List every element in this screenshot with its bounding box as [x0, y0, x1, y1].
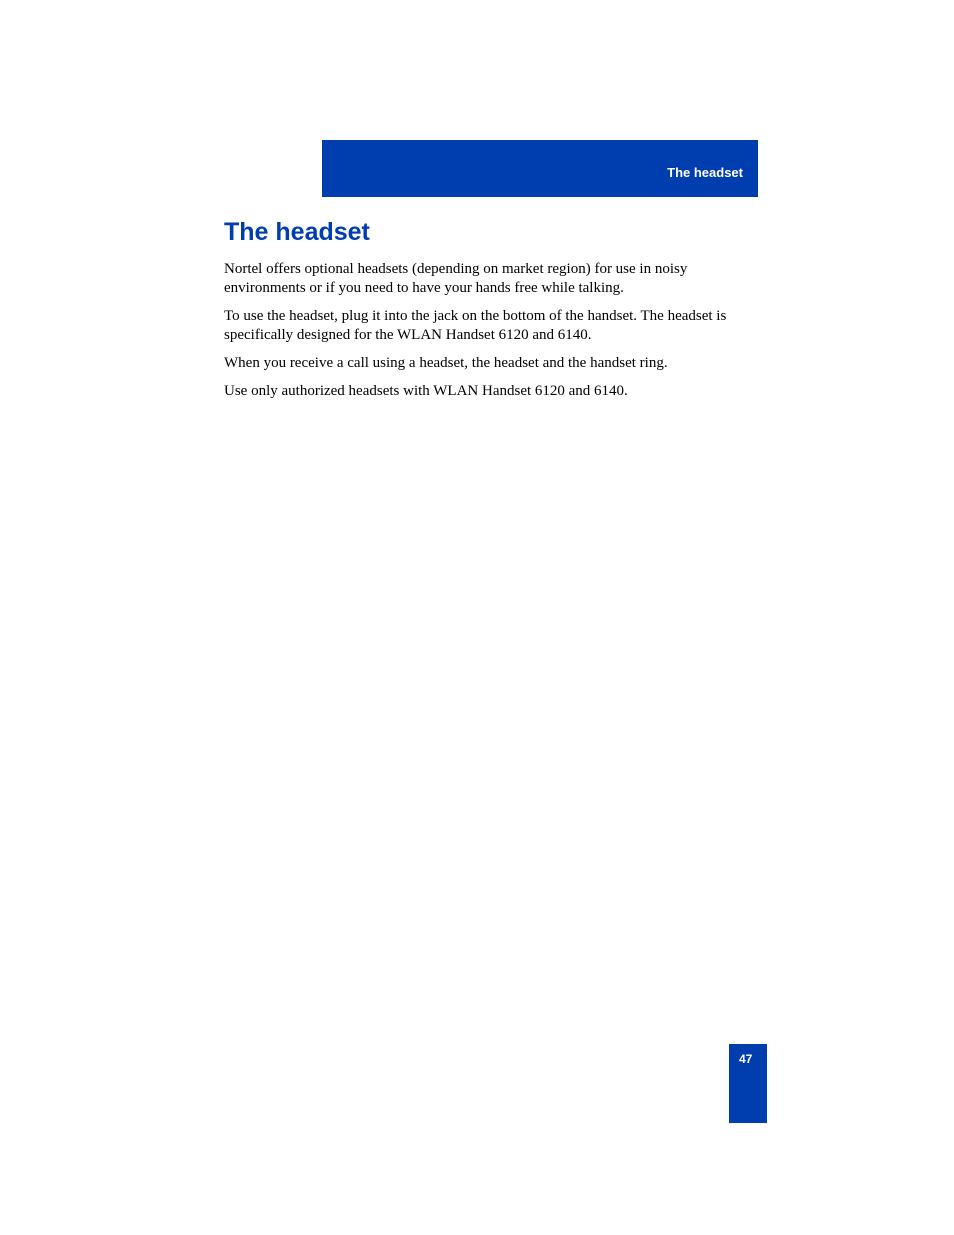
running-header-band: [322, 140, 758, 197]
paragraph-ring: When you receive a call using a headset, the headset and the handset ring.: [224, 355, 668, 371]
page-number: 47: [739, 1052, 753, 1066]
paragraph-intro: Nortel offers optional headsets (depending on market region) for use in noisy environments or if you need to have your hands free while talking.: [224, 261, 688, 296]
paragraph-authorized: Use only authorized headsets with WLAN Handset 6120 and 6140.: [224, 383, 628, 399]
page-number-tab: [729, 1044, 767, 1123]
page-content: [224, 214, 754, 410]
running-header-title: The headset: [667, 165, 743, 180]
paragraph-usage: To use the headset, plug it into the jack on the bottom of the handset. The headset is specifically designed for the WLAN Handset 6120 and 6140.: [224, 308, 727, 343]
page-title: The headset: [224, 218, 370, 246]
